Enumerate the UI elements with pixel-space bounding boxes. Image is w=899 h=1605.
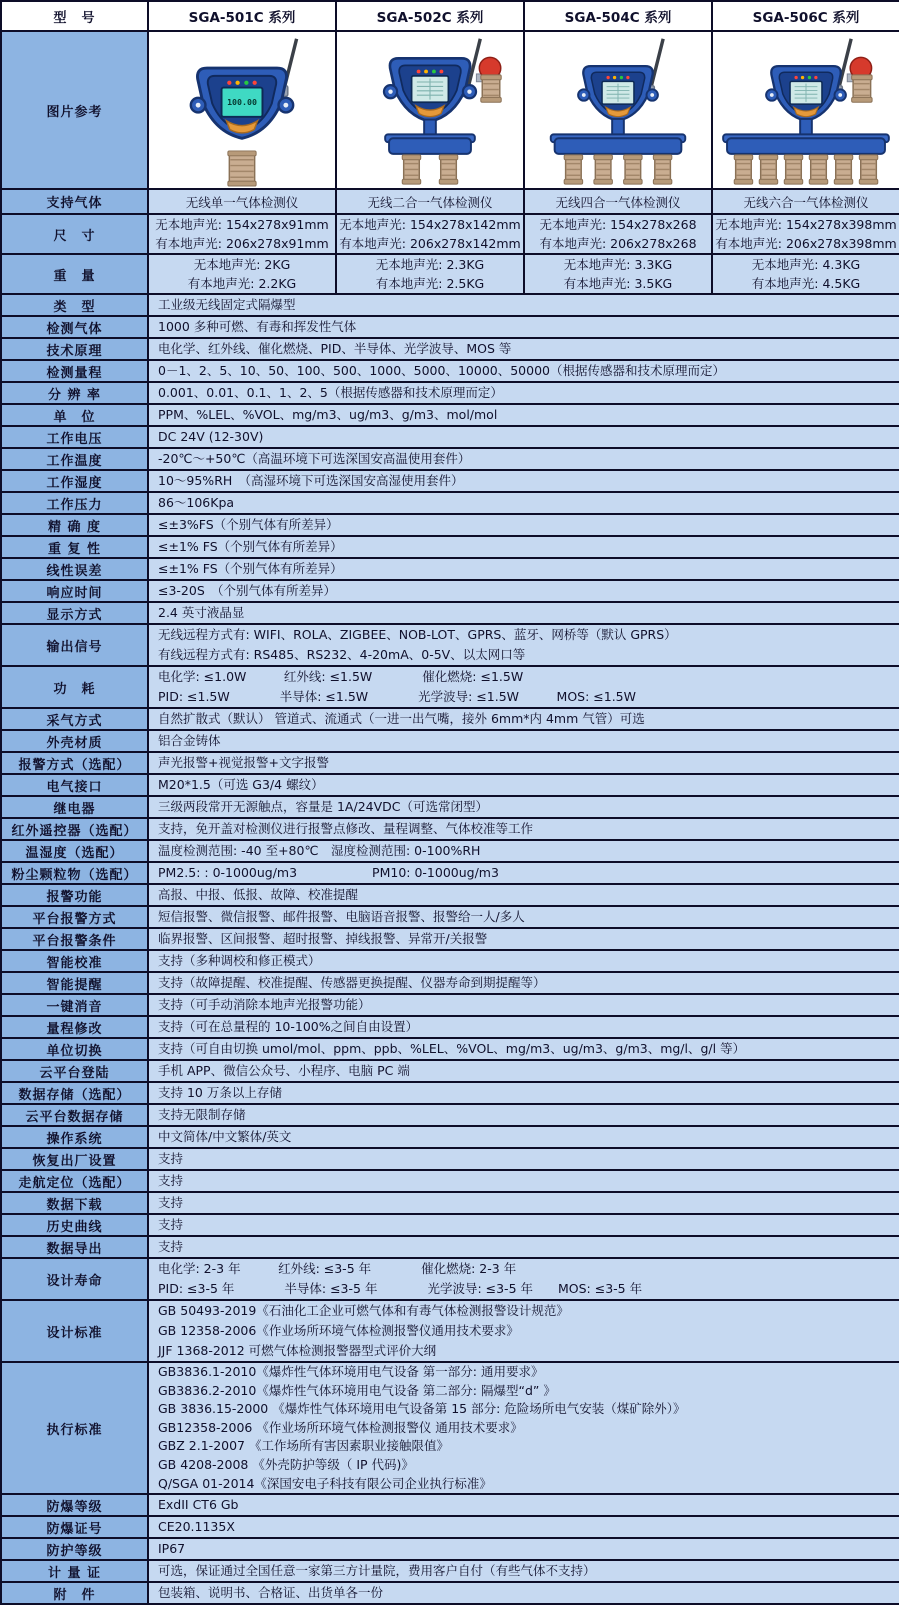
spec-value-line: IP67 xyxy=(158,1541,186,1557)
spec-value xyxy=(148,928,899,950)
spec-value-line: GB3836.1-2010《爆炸性气体环境用电气设备 第一部分: 通用要求》 xyxy=(158,1364,544,1379)
spec-row xyxy=(1,316,899,338)
spec-row xyxy=(1,884,899,906)
spec-value-line: 1000 多种可燃、有毒和挥发性气体 xyxy=(158,319,357,334)
spec-row xyxy=(1,730,899,752)
supported-gas-value: 无线单一气体检测仪 xyxy=(148,189,336,214)
spec-row xyxy=(1,404,899,426)
spec-row xyxy=(1,382,899,404)
spec-value-line: 声光报警+视觉报警+文字报警 xyxy=(158,755,329,770)
spec-label: 工作湿度 xyxy=(1,470,148,492)
spec-row xyxy=(1,752,899,774)
spec-label: 功 耗 xyxy=(1,666,148,708)
size-line: 有本地声光: 206x278x268 xyxy=(539,236,697,251)
spec-value xyxy=(148,536,899,558)
spec-value xyxy=(148,994,899,1016)
weight-row xyxy=(1,254,899,294)
spec-row xyxy=(1,514,899,536)
spec-value xyxy=(148,492,899,514)
supported-gas-row xyxy=(1,189,899,214)
spec-label: 平台报警条件 xyxy=(1,928,148,950)
spec-value-line: 支持（多种调校和修正模式） xyxy=(158,953,321,968)
spec-value-line: DC 24V (12-30V) xyxy=(158,429,264,444)
spec-label: 精 确 度 xyxy=(1,514,148,536)
spec-value xyxy=(148,972,899,994)
weight-value xyxy=(524,254,712,294)
spec-value-line: 电化学、红外线、催化燃烧、PID、半导体、光学波导、MOS 等 xyxy=(158,341,512,356)
spec-label: 响应时间 xyxy=(1,580,148,602)
spec-label: 量程修改 xyxy=(1,1016,148,1038)
spec-value-line: CE20.1135X xyxy=(158,1519,235,1535)
size-value xyxy=(336,214,524,254)
spec-value-line: 电化学: 2-3 年 红外线: ≤3-5 年 催化燃烧: 2-3 年 xyxy=(158,1261,517,1276)
spec-label: 恢复出厂设置 xyxy=(1,1148,148,1170)
size-label: 尺 寸 xyxy=(1,214,148,254)
image-reference-row xyxy=(1,31,899,189)
spec-value-line: 支持 xyxy=(158,1239,184,1254)
spec-value xyxy=(148,1258,899,1300)
supported-gas-label: 支持气体 xyxy=(1,189,148,214)
spec-row xyxy=(1,448,899,470)
spec-row xyxy=(1,1494,899,1516)
size-line: 有本地声光: 206x278x398mm xyxy=(715,236,897,251)
model-name-sga506c: SGA-506C 系列 xyxy=(712,1,899,31)
spec-value xyxy=(148,1016,899,1038)
spec-label: 防护等级 xyxy=(1,1538,148,1560)
spec-value-line: 支持 xyxy=(158,1173,184,1188)
device-image-sga506c xyxy=(712,31,899,189)
weight-line: 有本地声光: 2.5KG xyxy=(375,276,485,291)
weight-line: 无本地声光: 4.3KG xyxy=(751,257,861,272)
spec-label: 防爆等级 xyxy=(1,1494,148,1516)
spec-label: 数据下载 xyxy=(1,1192,148,1214)
spec-value-line: -20℃～+50℃（高温环境下可选深国安高温使用套件） xyxy=(158,451,471,466)
spec-value xyxy=(148,862,899,884)
spec-row xyxy=(1,294,899,316)
spec-value-line: ≤±1% FS（个别气体有所差异） xyxy=(158,561,343,576)
spec-value-line: 支持 xyxy=(158,1195,184,1210)
spec-value xyxy=(148,884,899,906)
spec-row xyxy=(1,470,899,492)
spec-value-line: 0－1、2、5、10、50、100、500、1000、5000、10000、50000（根据传感器和技术原理而定） xyxy=(158,363,725,378)
spec-row xyxy=(1,1214,899,1236)
single-gas-detector-image xyxy=(150,33,334,187)
spec-row xyxy=(1,796,899,818)
spec-value xyxy=(148,906,899,928)
spec-value xyxy=(148,1560,899,1582)
spec-value xyxy=(148,730,899,752)
spec-label: 粉尘颗粒物（选配） xyxy=(1,862,148,884)
size-value xyxy=(148,214,336,254)
spec-row xyxy=(1,1016,899,1038)
spec-value xyxy=(148,558,899,580)
model-name-sga501c: SGA-501C 系列 xyxy=(148,1,336,31)
spec-value-line: 手机 APP、微信公众号、小程序、电脑 PC 端 xyxy=(158,1063,410,1078)
spec-value-line: 86～106Kpa xyxy=(158,495,235,510)
weight-line: 有本地声光: 3.5KG xyxy=(563,276,673,291)
4in1-gas-detector-image xyxy=(526,33,710,187)
spec-row xyxy=(1,1126,899,1148)
spec-value xyxy=(148,470,899,492)
weight-line: 无本地声光: 2KG xyxy=(193,257,291,272)
supported-gas-value: 无线六合一气体检测仪 xyxy=(712,189,899,214)
spec-value xyxy=(148,1060,899,1082)
spec-value-line: ExdII CT6 Gb xyxy=(158,1497,239,1513)
spec-value xyxy=(148,818,899,840)
spec-value-line: 支持（可在总量程的 10-100%之间自由设置） xyxy=(158,1019,419,1034)
spec-label: 温湿度（选配） xyxy=(1,840,148,862)
spec-value-line: GB3836.2-2010《爆炸性气体环境用电气设备 第二部分: 隔爆型“d” 》 xyxy=(158,1382,556,1398)
spec-value-line: PPM、%LEL、%VOL、mg/m3、ug/m3、g/m3、mol/mol xyxy=(158,407,498,422)
spec-row xyxy=(1,950,899,972)
spec-label: 数据存储（选配） xyxy=(1,1082,148,1104)
spec-label: 重 复 性 xyxy=(1,536,148,558)
spec-row xyxy=(1,774,899,796)
spec-value-line: 有线远程方式有: RS485、RS232、4-20mA、0-5V、以太网口等 xyxy=(158,647,526,662)
weight-line: 有本地声光: 4.5KG xyxy=(751,276,861,291)
spec-label: 采气方式 xyxy=(1,708,148,730)
device-image-sga502c xyxy=(336,31,524,189)
spec-label: 单 位 xyxy=(1,404,148,426)
weight-line: 无本地声光: 3.3KG xyxy=(563,257,673,272)
spec-value-line: 无线远程方式有: WIFI、ROLA、ZIGBEE、NOB-LOT、GPRS、蓝牙、网桥等（默认 GPRS） xyxy=(158,627,677,642)
spec-label: 工作压力 xyxy=(1,492,148,514)
spec-value xyxy=(148,602,899,624)
spec-value-line: 10～95%RH （高湿环境下可选深国安高湿使用套件） xyxy=(158,473,464,488)
spec-value-line: ≤3-20S （个别气体有所差异） xyxy=(158,583,337,598)
spec-label: 历史曲线 xyxy=(1,1214,148,1236)
spec-value-line: GB12358-2006 《作业场所环境气体检测报警仪 通用技术要求》 xyxy=(158,1419,523,1435)
spec-value-line: 短信报警、微信报警、邮件报警、电脑语音报警、报警给一人/多人 xyxy=(158,909,525,924)
weight-value xyxy=(336,254,524,294)
spec-value xyxy=(148,840,899,862)
spec-value xyxy=(148,624,899,666)
spec-value-line: 温度检测范围: -40 至+80℃ 湿度检测范围: 0-100%RH xyxy=(158,843,481,858)
spec-label: 防爆证号 xyxy=(1,1516,148,1538)
spec-row xyxy=(1,1582,899,1604)
spec-value-line: PID: ≤1.5W 半导体: ≤1.5W 光学波导: ≤1.5W MOS: ≤1.5W xyxy=(158,689,636,704)
spec-value xyxy=(148,382,899,404)
spec-row xyxy=(1,928,899,950)
size-line: 无本地声光: 154x278x398mm xyxy=(715,217,897,232)
spec-label: 报警功能 xyxy=(1,884,148,906)
spec-value xyxy=(148,1104,899,1126)
supported-gas-value: 无线二合一气体检测仪 xyxy=(336,189,524,214)
spec-label: 操作系统 xyxy=(1,1126,148,1148)
spec-row xyxy=(1,1300,899,1362)
spec-value-line: 支持 xyxy=(158,1151,184,1166)
spec-value-line: 三级两段常开无源触点，容量是 1A/24VDC（可选常闭型） xyxy=(158,799,488,814)
spec-value xyxy=(148,360,899,382)
spec-label: 附 件 xyxy=(1,1582,148,1604)
spec-row xyxy=(1,580,899,602)
spec-label: 一键消音 xyxy=(1,994,148,1016)
spec-value-line: GBZ 2.1-2007 《工作场所有害因素职业接触限值》 xyxy=(158,1438,449,1454)
weight-line: 无本地声光: 2.3KG xyxy=(375,257,485,272)
spec-label: 设计标准 xyxy=(1,1300,148,1362)
spec-value-line: Q/SGA 01-2014《深国安电子科技有限公司企业执行标准》 xyxy=(158,1475,492,1491)
spec-value xyxy=(148,950,899,972)
spec-value xyxy=(148,1236,899,1258)
spec-value xyxy=(148,708,899,730)
model-name-sga504c: SGA-504C 系列 xyxy=(524,1,712,31)
spec-row xyxy=(1,1258,899,1300)
spec-row xyxy=(1,1060,899,1082)
model-header-row xyxy=(1,1,899,31)
model-name-sga502c: SGA-502C 系列 xyxy=(336,1,524,31)
spec-label: 报警方式（选配） xyxy=(1,752,148,774)
size-line: 无本地声光: 154x278x142mm xyxy=(339,217,521,232)
spec-value xyxy=(148,1148,899,1170)
spec-row xyxy=(1,338,899,360)
spec-label: 计 量 证 xyxy=(1,1560,148,1582)
spec-value xyxy=(148,1494,899,1516)
spec-value-line: ≤±1% FS（个别气体有所差异） xyxy=(158,539,343,554)
spec-row xyxy=(1,1538,899,1560)
spec-label: 电气接口 xyxy=(1,774,148,796)
spec-label: 显示方式 xyxy=(1,602,148,624)
spec-label: 智能提醒 xyxy=(1,972,148,994)
model-header-label: 型 号 xyxy=(1,1,148,31)
spec-value xyxy=(148,774,899,796)
spec-value xyxy=(148,426,899,448)
spec-row xyxy=(1,1516,899,1538)
weight-label: 重 量 xyxy=(1,254,148,294)
spec-label: 数据导出 xyxy=(1,1236,148,1258)
spec-row xyxy=(1,972,899,994)
spec-label: 继电器 xyxy=(1,796,148,818)
spec-value xyxy=(148,580,899,602)
spec-value-line: ≤±3%FS（个别气体有所差异） xyxy=(158,517,339,532)
spec-label: 智能校准 xyxy=(1,950,148,972)
svg-text:100.00: 100.00 xyxy=(227,97,257,108)
spec-label: 红外遥控器（选配） xyxy=(1,818,148,840)
spec-value xyxy=(148,1126,899,1148)
2in1-gas-detector-image xyxy=(338,33,522,187)
spec-row xyxy=(1,1362,899,1494)
spec-row xyxy=(1,1148,899,1170)
spec-value-line: 高报、中报、低报、故障、校准提醒 xyxy=(158,887,359,902)
spec-label: 分 辨 率 xyxy=(1,382,148,404)
spec-label: 工作电压 xyxy=(1,426,148,448)
spec-row xyxy=(1,1560,899,1582)
spec-row xyxy=(1,840,899,862)
spec-value-line: 2.4 英寸液晶显 xyxy=(158,605,245,620)
spec-row xyxy=(1,492,899,514)
spec-label: 单位切换 xyxy=(1,1038,148,1060)
size-value xyxy=(712,214,899,254)
spec-value-line: 自然扩散式（默认） 管道式、流通式（一进一出气嘴，接外 6mm*内 4mm 气管）可选 xyxy=(158,711,645,726)
supported-gas-value: 无线四合一气体检测仪 xyxy=(524,189,712,214)
spec-row xyxy=(1,558,899,580)
spec-value xyxy=(148,1516,899,1538)
device-image-sga504c xyxy=(524,31,712,189)
spec-value xyxy=(148,1192,899,1214)
spec-value xyxy=(148,1038,899,1060)
spec-value-line: PM2.5: : 0-1000ug/m3 PM10: 0-1000ug/m3 xyxy=(158,865,499,880)
spec-value-line: 支持无限制存储 xyxy=(158,1107,246,1122)
spec-label: 云平台登陆 xyxy=(1,1060,148,1082)
spec-value xyxy=(148,752,899,774)
image-row-label: 图片参考 xyxy=(1,31,148,189)
size-value xyxy=(524,214,712,254)
spec-label: 云平台数据存储 xyxy=(1,1104,148,1126)
spec-value-line: 中文简体/中文繁体/英文 xyxy=(158,1129,292,1144)
spec-value-line: PID: ≤3-5 年 半导体: ≤3-5 年 光学波导: ≤3-5 年 MOS: ≤3-5 年 xyxy=(158,1281,643,1296)
spec-value-line: 支持（故障提醒、校准提醒、传感器更换提醒、仪器寿命到期提醒等） xyxy=(158,975,546,990)
spec-value-line: GB 50493-2019《石油化工企业可燃气体和有毒气体检测报警设计规范》 xyxy=(158,1303,569,1318)
spec-row xyxy=(1,624,899,666)
spec-row xyxy=(1,666,899,708)
spec-label: 设计寿命 xyxy=(1,1258,148,1300)
spec-value xyxy=(148,316,899,338)
spec-value-line: 支持，免开盖对检测仪进行报警点修改、量程调整、气体校准等工作 xyxy=(158,821,534,836)
spec-value-line: 工业级无线固定式隔爆型 xyxy=(158,297,296,312)
spec-row xyxy=(1,536,899,558)
spec-value-line: M20*1.5（可选 G3/4 螺纹） xyxy=(158,777,324,792)
spec-label: 外壳材质 xyxy=(1,730,148,752)
spec-row xyxy=(1,1104,899,1126)
spec-value xyxy=(148,796,899,818)
spec-value-line: 支持（可手动消除本地声光报警功能） xyxy=(158,997,371,1012)
spec-value-line: 支持 xyxy=(158,1217,184,1232)
spec-label: 技术原理 xyxy=(1,338,148,360)
spec-value xyxy=(148,1300,899,1362)
size-line: 有本地声光: 206x278x91mm xyxy=(155,236,329,251)
spec-value xyxy=(148,404,899,426)
spec-value-line: 支持 10 万条以上存储 xyxy=(158,1085,282,1100)
spec-value xyxy=(148,1082,899,1104)
size-line: 无本地声光: 154x278x91mm xyxy=(155,217,329,232)
spec-value xyxy=(148,294,899,316)
spec-value-line: 临界报警、区间报警、超时报警、掉线报警、异常开/关报警 xyxy=(158,931,488,946)
spec-value-line: JJF 1368-2012 可燃气体检测报警器型式评价大纲 xyxy=(158,1343,437,1358)
spec-value xyxy=(148,1538,899,1560)
spec-label: 工作温度 xyxy=(1,448,148,470)
spec-value xyxy=(148,1170,899,1192)
spec-value xyxy=(148,666,899,708)
weight-value xyxy=(712,254,899,294)
spec-row xyxy=(1,360,899,382)
spec-value-line: GB 3836.15-2000 《爆炸性气体环境用电气设备第 15 部分: 危险场所电气安装（煤矿除外）》 xyxy=(158,1401,686,1417)
spec-label: 检测气体 xyxy=(1,316,148,338)
spec-value xyxy=(148,1214,899,1236)
spec-value-line: 0.001、0.01、0.1、1、2、5（根据传感器和技术原理而定） xyxy=(158,385,503,400)
spec-row xyxy=(1,1170,899,1192)
spec-row xyxy=(1,1038,899,1060)
spec-value-line: GB 12358-2006《作业场所环境气体检测报警仪通用技术要求》 xyxy=(158,1323,519,1338)
spec-row xyxy=(1,994,899,1016)
spec-row xyxy=(1,1082,899,1104)
spec-value xyxy=(148,1362,899,1494)
spec-row xyxy=(1,708,899,730)
spec-row xyxy=(1,906,899,928)
spec-value-line: 包装箱、说明书、合格证、出货单各一份 xyxy=(158,1585,384,1601)
spec-row xyxy=(1,862,899,884)
spec-value-line: 电化学: ≤1.0W 红外线: ≤1.5W 催化燃烧: ≤1.5W xyxy=(158,669,524,684)
spec-value-line: 可选，保证通过全国任意一家第三方计量院，费用客户自付（有些气体不支持） xyxy=(158,1563,596,1579)
6in1-gas-detector-image xyxy=(714,33,898,187)
spec-value-line: GB 4208-2008 《外壳防护等级（ IP 代码)》 xyxy=(158,1456,414,1472)
device-image-sga501c xyxy=(148,31,336,189)
spec-row xyxy=(1,1192,899,1214)
spec-value xyxy=(148,1582,899,1604)
weight-line: 有本地声光: 2.2KG xyxy=(187,276,297,291)
spec-value xyxy=(148,448,899,470)
spec-label: 类 型 xyxy=(1,294,148,316)
spec-row xyxy=(1,818,899,840)
size-line: 有本地声光: 206x278x142mm xyxy=(339,236,521,251)
spec-label: 执行标准 xyxy=(1,1362,148,1494)
spec-row xyxy=(1,1236,899,1258)
spec-value-line: 铝合金铸体 xyxy=(158,733,221,748)
size-row xyxy=(1,214,899,254)
spec-row xyxy=(1,426,899,448)
spec-value xyxy=(148,338,899,360)
spec-label: 平台报警方式 xyxy=(1,906,148,928)
spec-row xyxy=(1,602,899,624)
spec-label: 检测量程 xyxy=(1,360,148,382)
weight-value xyxy=(148,254,336,294)
spec-value xyxy=(148,514,899,536)
spec-label: 线性误差 xyxy=(1,558,148,580)
size-line: 无本地声光: 154x278x268 xyxy=(539,217,697,232)
spec-label: 走航定位（选配） xyxy=(1,1170,148,1192)
spec-label: 输出信号 xyxy=(1,624,148,666)
spec-value-line: 支持（可自由切换 umol/mol、ppm、ppb、%LEL、%VOL、mg/m3、ug/m3、g/m3、mg/l、g/l 等） xyxy=(158,1041,746,1056)
